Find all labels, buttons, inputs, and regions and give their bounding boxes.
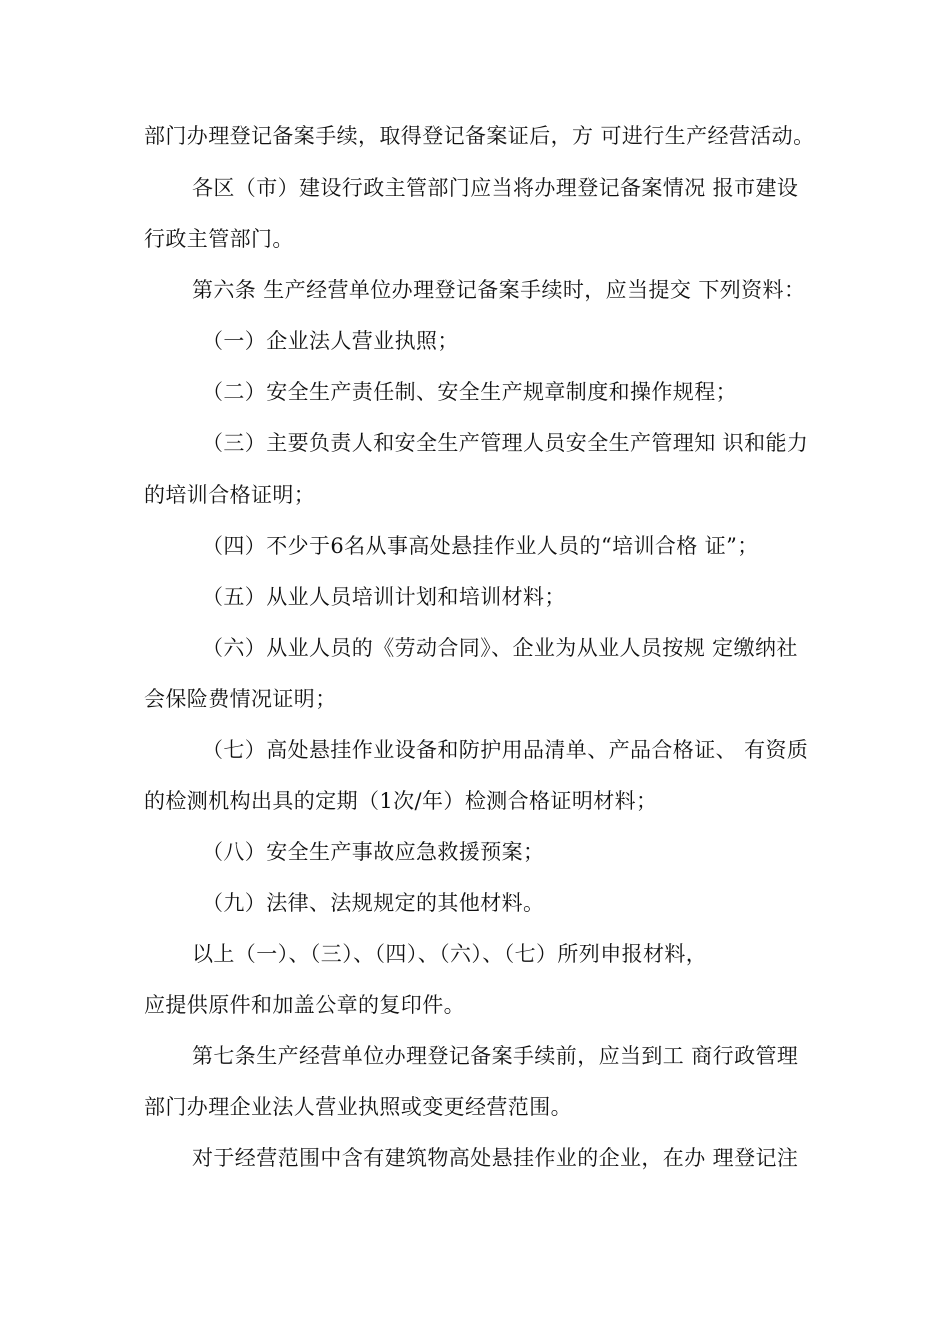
text-line-1: 部门办理登记备案手续，取得登记备案证后，方 可进行生产经营活动。 <box>144 124 815 148</box>
text-line-summary: 以上（一）、（三）、（四）、（六）、（七）所列申报材料， <box>192 942 708 966</box>
list-item-5: （五）从业人员培训计划和培训材料； <box>202 585 566 609</box>
list-item-4: （四）不少于6名从事高处悬挂作业人员的“培训合格 证”； <box>202 534 759 558</box>
list-item-7-cont: 的检测机构出具的定期（1次/年）检测合格证明材料； <box>144 789 658 813</box>
list-item-3-cont: 的培训合格证明； <box>144 483 316 507</box>
list-item-7: （七）高处悬挂作业设备和防护用品清单、产品合格证、 有资质 <box>202 738 809 762</box>
list-item-8: （八）安全生产事故应急救援预案； <box>202 840 545 864</box>
list-item-1: （一）企业法人营业执照； <box>202 329 459 353</box>
text-line-last: 对于经营范围中含有建筑物高处悬挂作业的企业，在办 理登记注 <box>192 1146 799 1170</box>
text-line-summary-cont: 应提供原件和加盖公章的复印件。 <box>144 993 465 1017</box>
list-item-2: （二）安全生产责任制、安全生产规章制度和操作规程； <box>202 380 737 404</box>
article-7-cont: 部门办理企业法人营业执照或变更经营范围。 <box>144 1095 572 1119</box>
list-item-6: （六）从业人员的《劳动合同》、企业为从业人员按规 定缴纳社 <box>202 636 798 660</box>
article-7-heading: 第七条生产经营单位办理登记备案手续前，应当到工 商行政管理 <box>192 1044 799 1068</box>
article-6-heading: 第六条 生产经营单位办理登记备案手续时，应当提交 下列资料： <box>192 278 806 302</box>
text-line-2: 各区（市）建设行政主管部门应当将办理登记备案情况 报市建设 <box>192 176 799 200</box>
list-item-9: （九）法律、法规规定的其他材料。 <box>202 891 545 915</box>
text-line-3: 行政主管部门。 <box>144 227 294 251</box>
list-item-6-cont: 会保险费情况证明； <box>144 687 337 711</box>
list-item-3: （三）主要负责人和安全生产管理人员安全生产管理知 识和能力 <box>202 431 809 455</box>
